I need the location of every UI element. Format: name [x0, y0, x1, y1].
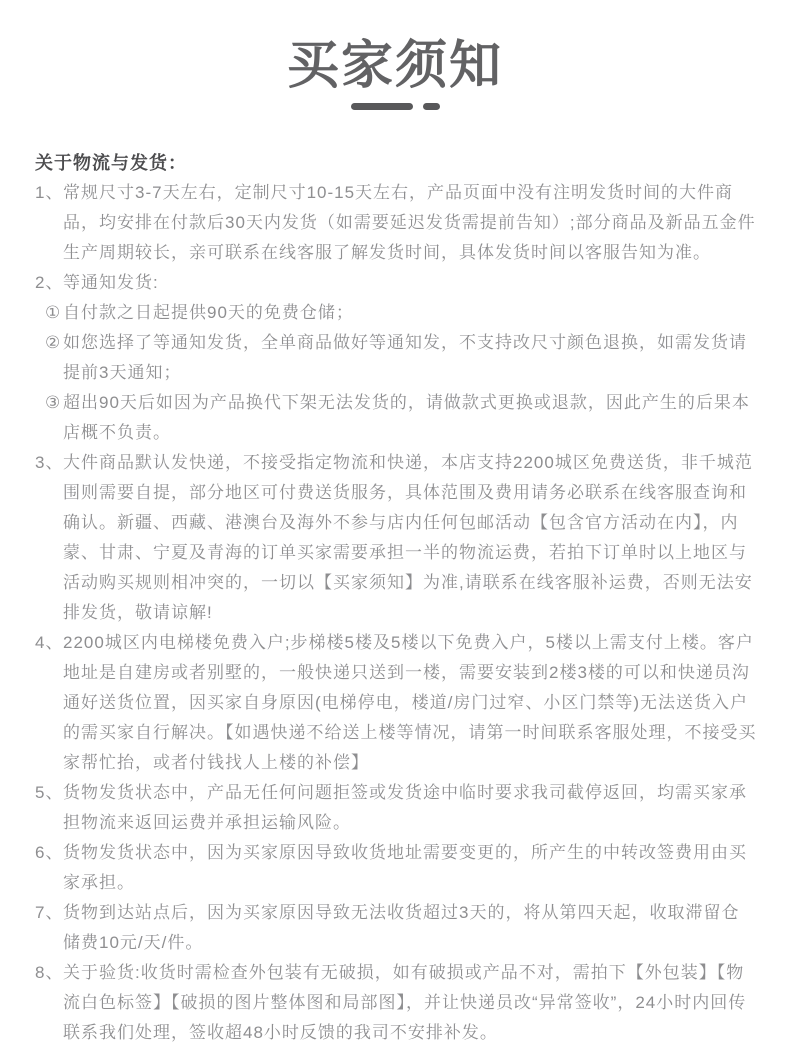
notice-item-6 — [35, 838, 757, 898]
item-text: 等通知发货: — [63, 273, 159, 292]
title-block — [0, 38, 790, 110]
subitem-marker: ② — [45, 333, 62, 352]
item-marker: 3、 — [35, 453, 64, 472]
subitem-text: 超出90天后如因为产品换代下架无法发货的，请做款式更换或退款，因此产生的后果本店概不负责。 — [63, 393, 750, 442]
item-marker: 5、 — [35, 783, 64, 802]
subitem-marker: ③ — [45, 393, 62, 412]
notice-item-2 — [35, 268, 757, 448]
item-text: 关于验货:收货时需检查外包装有无破损，如有破损或产品不对，需拍下【外包装】【物流白色标签】【破损的图片整体图和局部图】，并让快递员改“异常签收”，24小时内回传联系我们处理，签收超48小时反馈的我司不安排补发。 — [63, 963, 747, 1042]
item-marker: 2、 — [35, 273, 64, 292]
notice-item-4 — [35, 628, 757, 778]
notice-subitem-2 — [45, 328, 757, 388]
notice-subitem-1 — [45, 298, 757, 328]
item-text: 大件商品默认发快递，不接受指定物流和快递，本店支持2200城区免费送货，非千城范围则需要自提，部分地区可付费送货服务，具体范围及费用请务必联系在线客服查询和确认。新疆、西藏、港澳台及海外不参与店内任何包邮活动【包含官方活动在内】，内蒙、甘肃、宁夏及青海的订单买家需要承担一半的物流运费，若拍下订单时以上地区与活动购买规则相冲突的，一切以【买家须知】为准,请联系在线客服补运费，否则无法安排发货，敬请谅解! — [63, 453, 753, 622]
notice-content — [35, 148, 757, 1048]
underline-long-dash — [351, 103, 413, 110]
item-marker: 6、 — [35, 843, 64, 862]
subitem-marker: ① — [45, 303, 62, 322]
item-text: 货物发货状态中，因为买家原因导致收货地址需要变更的，所产生的中转改签费用由买家承担。 — [63, 843, 747, 892]
page-title: 买家须知 — [286, 37, 503, 95]
item-text: 常规尺寸3-7天左右，定制尺寸10-15天左右，产品页面中没有注明发货时间的大件商品，均安排在付款后30天内发货（如需要延迟发货需提前告知）;部分商品及新品五金件生产周期较长，亲可联系在线客服了解发货时间，具体发货时间以客服告知为准。 — [63, 183, 756, 262]
item-marker: 1、 — [35, 183, 64, 202]
notice-item-8 — [35, 958, 757, 1048]
notice-subitem-3 — [45, 388, 757, 448]
item-marker: 8、 — [35, 963, 64, 982]
item-marker: 4、 — [35, 633, 64, 652]
underline-short-dash — [423, 103, 440, 110]
notice-item-5 — [35, 778, 757, 838]
item-text: 货物到达站点后，因为买家原因导致无法收货超过3天的，将从第四天起，收取滞留仓储费10元/天/件。 — [63, 903, 740, 952]
item-marker: 7、 — [35, 903, 64, 922]
item-text: 2200城区内电梯楼免费入户;步梯楼5楼及5楼以下免费入户，5楼以上需支付上楼。客户地址是自建房或者别墅的，一般快递只送到一楼，需要安装到2楼3楼的可以和快递员沟通好送货位置，因买家自身原因(电梯停电，楼道/房门过窄、小区门禁等)无法送货入户的需买家自行解决。【如遇快递不给送上楼等情况，请第一时间联系客服处理，不接受买家帮忙抬，或者付钱找人上楼的补偿】 — [63, 633, 757, 772]
notice-item-2-sublist — [45, 298, 757, 448]
subitem-text: 自付款之日起提供90天的免费仓储； — [63, 303, 354, 322]
title-underline-decoration — [0, 103, 790, 110]
subitem-text: 如您选择了等通知发货，全单商品做好等通知发，不支持改尺寸颜色退换，如需发货请提前3天通知； — [63, 333, 747, 382]
notice-item-3 — [35, 448, 757, 628]
notice-item-1 — [35, 178, 757, 268]
notice-item-7 — [35, 898, 757, 958]
item-text: 货物发货状态中，产品无任何问题拒签或发货途中临时要求我司截停返回，均需买家承担物流来返回运费并承担运输风险。 — [63, 783, 747, 832]
section-heading: 关于物流与发货： — [35, 153, 187, 173]
